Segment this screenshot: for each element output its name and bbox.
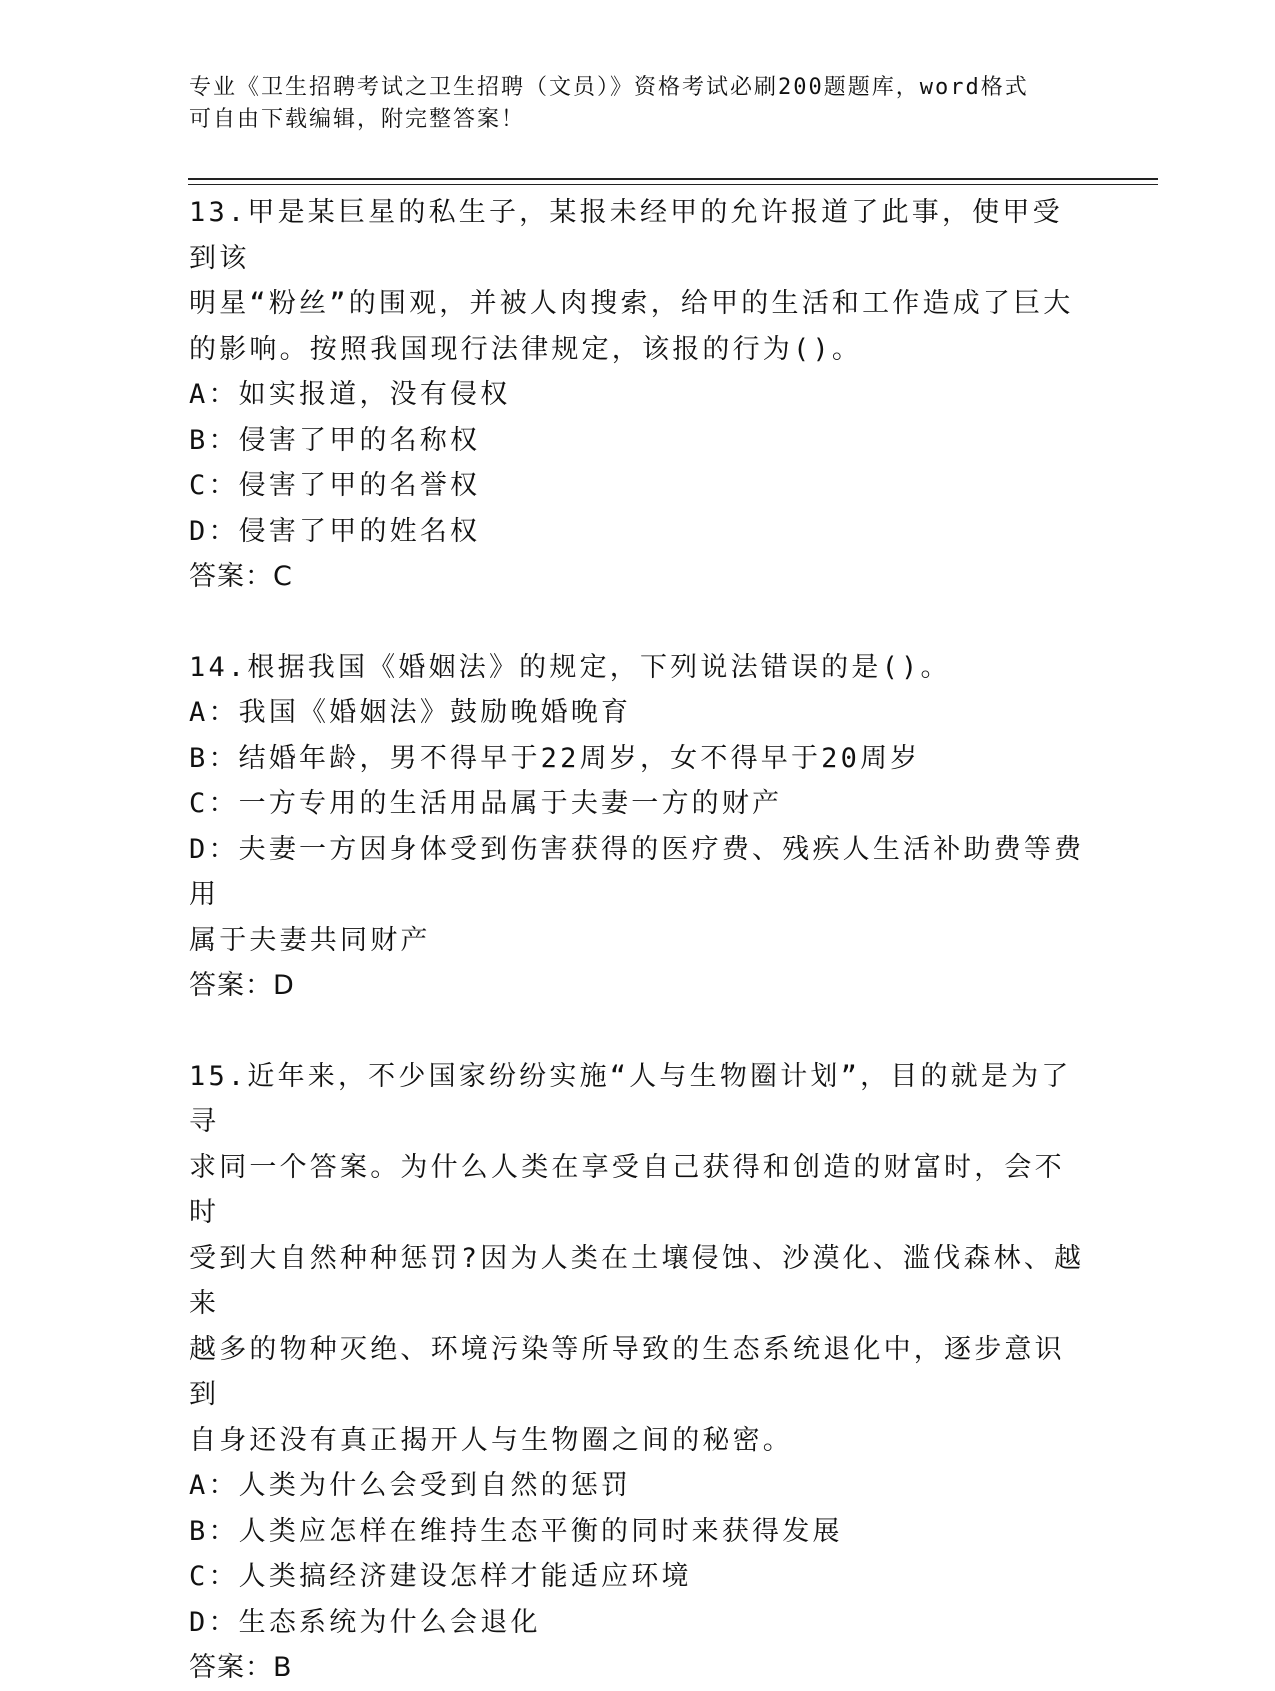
question-text-line: 自身还没有真正揭开人与生物圈之间的秘密。: [189, 1424, 793, 1456]
option-d: D：侵害了甲的姓名权: [189, 515, 481, 547]
option-b: B：侵害了甲的名称权: [189, 424, 481, 456]
question-text-line: 的影响。按照我国现行法律规定，该报的行为()。: [189, 333, 863, 365]
question-text-line: 明星“粉丝”的围观，并被人肉搜索，给甲的生活和工作造成了巨大: [189, 288, 1074, 319]
header-divider-thin: [188, 184, 1158, 185]
question-spacer: [189, 600, 1089, 645]
option-d: D：夫妻一方因身体受到伤害获得的医疗费、残疾人生活补助费等费用: [189, 833, 1085, 910]
question-list: [189, 190, 1089, 1691]
answer-label: 答案：B: [189, 1652, 293, 1683]
option-d: D：生态系统为什么会退化: [189, 1606, 541, 1638]
question-text-line: 受到大自然种种惩罚?因为人类在土壤侵蚀、沙漠化、滥伐森林、越来: [189, 1242, 1085, 1319]
option-a: A：如实报道，没有侵权: [189, 379, 511, 410]
option-a: A：人类为什么会受到自然的惩罚: [189, 1470, 632, 1501]
header-line-1: 专业《卫生招聘考试之卫生招聘（文员）》资格考试必刷200题题库，word格式: [189, 75, 1029, 100]
question-spacer: [189, 1009, 1089, 1054]
option-b: B：结婚年龄，男不得早于22周岁，女不得早于20周岁: [189, 742, 921, 774]
question-text-line: 15.近年来，不少国家纷纷实施“人与生物圈计划”，目的就是为了寻: [189, 1060, 1072, 1137]
question-13: [189, 190, 1089, 600]
question-text-line: 越多的物种灭绝、环境污染等所导致的生态系统退化中，逐步意识到: [189, 1333, 1065, 1410]
document-header: [189, 72, 1069, 136]
answer-label: 答案：D: [189, 970, 295, 1001]
header-line-2: 可自由下载编辑，附完整答案！: [189, 107, 526, 132]
option-d-continued: 属于夫妻共同财产: [189, 924, 431, 956]
answer-label: 答案：C: [189, 561, 293, 592]
question-15: [189, 1054, 1089, 1691]
header-divider-thick: [188, 178, 1158, 180]
question-text-line: 14.根据我国《婚姻法》的规定，下列说法错误的是()。: [189, 651, 951, 683]
question-text-line: 13.甲是某巨星的私生子，某报未经甲的允许报道了此事，使甲受到该: [189, 197, 1063, 274]
option-c: C：人类搞经济建设怎样才能适应环境: [189, 1561, 692, 1592]
option-c: C：侵害了甲的名誉权: [189, 470, 481, 501]
question-14: [189, 645, 1089, 1009]
option-b: B：人类应怎样在维持生态平衡的同时来获得发展: [189, 1515, 843, 1547]
option-c: C：一方专用的生活用品属于夫妻一方的财产: [189, 788, 783, 819]
option-a: A：我国《婚姻法》鼓励晚婚晚育: [189, 697, 632, 728]
question-text-line: 求同一个答案。为什么人类在享受自己获得和创造的财富时，会不时: [189, 1151, 1065, 1228]
